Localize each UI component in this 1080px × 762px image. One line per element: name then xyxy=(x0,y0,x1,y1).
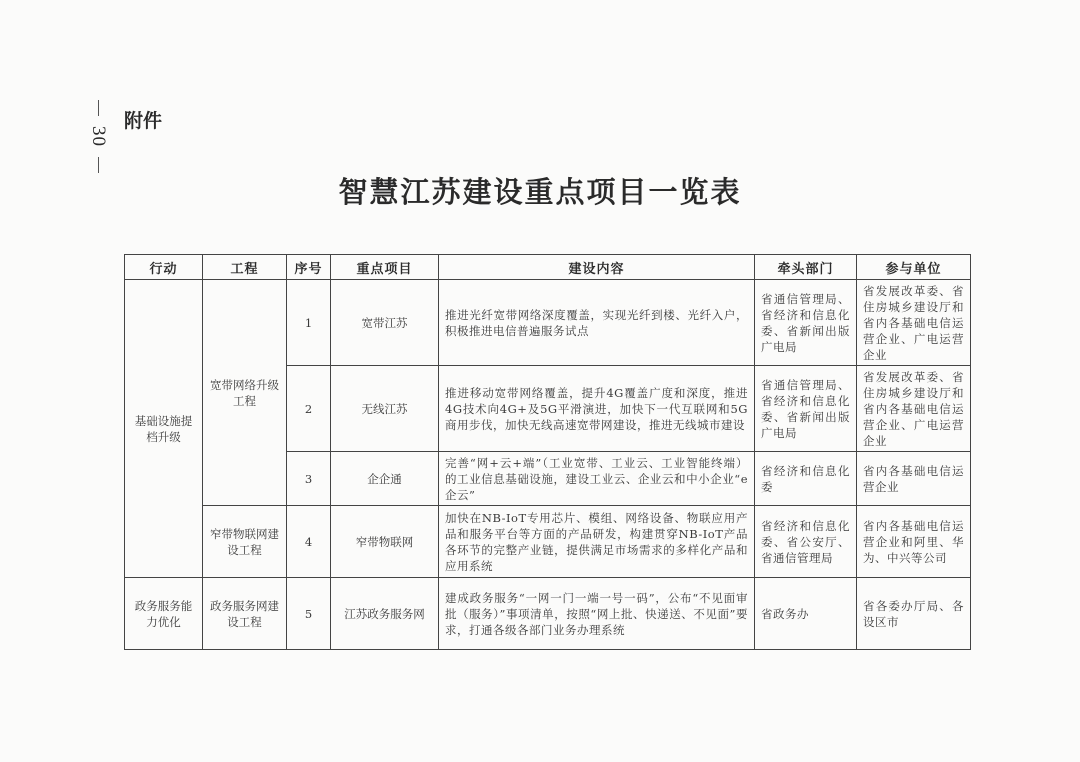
lead-cell: 省政务办 xyxy=(755,578,857,650)
lead-cell: 省经济和信息化委 xyxy=(755,452,857,506)
table-header-row xyxy=(125,255,971,280)
engineering-cell: 政务服务网建设工程 xyxy=(203,578,287,650)
header-key-project: 重点项目 xyxy=(331,255,439,280)
page-number-text: 30 xyxy=(88,126,109,147)
header-number: 序号 xyxy=(287,255,331,280)
project-cell: 窄带物联网 xyxy=(331,506,439,578)
page-title: 智慧江苏建设重点项目一览表 xyxy=(338,175,742,209)
number-cell: 4 xyxy=(287,506,331,578)
table-row xyxy=(125,280,971,366)
lead-cell: 省通信管理局、省经济和信息化委、省新闻出版广电局 xyxy=(755,366,857,452)
project-cell: 无线江苏 xyxy=(331,366,439,452)
action-cell: 政务服务能力优化 xyxy=(125,578,203,650)
content-cell: 推进光纤宽带网络深度覆盖，实现光纤到楼、光纤入户，积极推进电信普遍服务试点 xyxy=(439,280,755,366)
header-participants: 参与单位 xyxy=(857,255,971,280)
content-cell: 建成政务服务“一网一门一端一号一码”，公布“不见面审批（服务）”事项清单，按照“网上批、快递送、不见面”要求，打通各级各部门业务办理系统 xyxy=(439,578,755,650)
page-number-dash-top xyxy=(98,100,99,116)
participants-cell: 省内各基础电信运营企业 xyxy=(857,452,971,506)
header-action: 行动 xyxy=(125,255,203,280)
number-cell: 1 xyxy=(287,280,331,366)
project-cell: 宽带江苏 xyxy=(331,280,439,366)
engineering-cell: 窄带物联网建设工程 xyxy=(203,506,287,578)
participants-cell: 省发展改革委、省住房城乡建设厅和省内各基础电信运营企业、广电运营企业 xyxy=(857,280,971,366)
content-cell: 加快在NB-IoT专用芯片、模组、网络设备、物联应用产品和服务平台等方面的产品研发，构建贯穿NB-IoT产品各环节的完整产业链，提供满足市场需求的多样化产品和应用系统 xyxy=(439,506,755,578)
table-row xyxy=(125,506,971,578)
header-content: 建设内容 xyxy=(439,255,755,280)
participants-cell: 省各委办厅局、各设区市 xyxy=(857,578,971,650)
project-cell: 江苏政务服务网 xyxy=(331,578,439,650)
participants-cell: 省内各基础电信运营企业和阿里、华为、中兴等公司 xyxy=(857,506,971,578)
participants-cell: 省发展改革委、省住房城乡建设厅和省内各基础电信运营企业、广电运营企业 xyxy=(857,366,971,452)
table-row xyxy=(125,578,971,650)
attachment-label: 附件 xyxy=(124,110,163,132)
project-cell: 企企通 xyxy=(331,452,439,506)
number-cell: 2 xyxy=(287,366,331,452)
content-cell: 推进移动宽带网络覆盖，提升4G覆盖广度和深度，推进4G技术向4G+及5G平滑演进，加快下一代互联网和5G商用步伐，加快无线高速宽带网建设，推进无线城市建设 xyxy=(439,366,755,452)
number-cell: 3 xyxy=(287,452,331,506)
lead-cell: 省通信管理局、省经济和信息化委、省新闻出版广电局 xyxy=(755,280,857,366)
content-cell: 完善“网+云+端”（工业宽带、工业云、工业智能终端）的工业信息基础设施，建设工业云、企业云和中小企业“e企云” xyxy=(439,452,755,506)
header-engineering: 工程 xyxy=(203,255,287,280)
action-cell: 基础设施提档升级 xyxy=(125,280,203,578)
lead-cell: 省经济和信息化委、省公安厅、省通信管理局 xyxy=(755,506,857,578)
engineering-cell: 宽带网络升级工程 xyxy=(203,280,287,506)
number-cell: 5 xyxy=(287,578,331,650)
header-lead-dept: 牵头部门 xyxy=(755,255,857,280)
projects-table xyxy=(124,254,971,650)
